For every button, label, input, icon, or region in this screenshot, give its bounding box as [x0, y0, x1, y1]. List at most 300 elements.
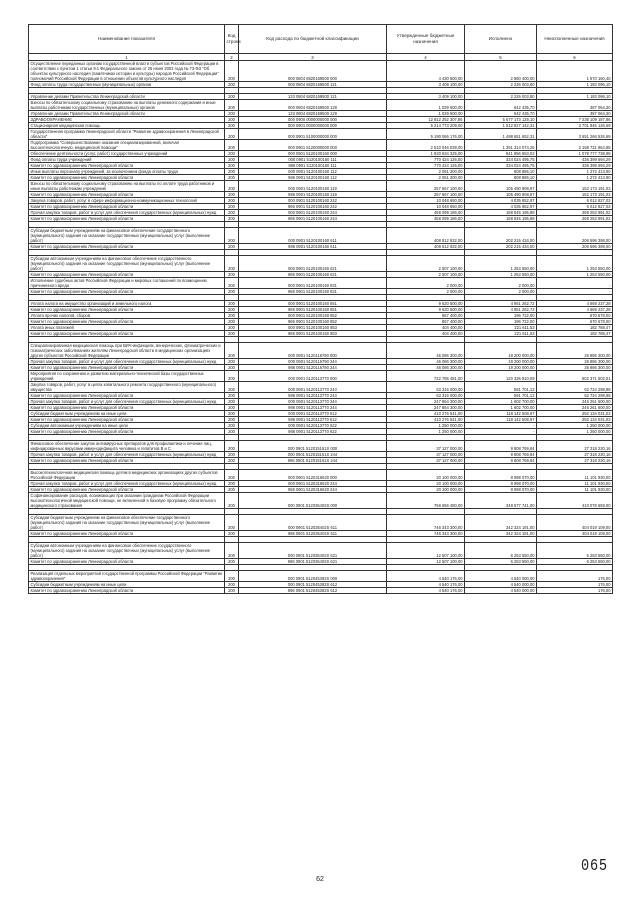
- row-unexecuted: 387 064,30: [537, 111, 613, 117]
- row-executed: 2 226 003,80: [465, 82, 537, 88]
- table-row: [29, 452, 613, 458]
- row-approved: 746 343 300,00: [387, 515, 465, 531]
- header-kbk: Код расхода по бюджетной классификации: [239, 25, 387, 54]
- row-kbk: 000 0901 512045382S 000: [239, 571, 387, 582]
- row-unexecuted: 176,00: [537, 582, 613, 588]
- row-name: Комитет по здравоохранению Ленинградской области: [29, 458, 225, 464]
- row-name: Комитет по здравоохранению Ленинградской области: [29, 417, 225, 423]
- row-executed: 591 701,12: [465, 382, 537, 393]
- row-name: Комитет по здравоохранению Ленинградской области: [29, 192, 225, 198]
- row-executed: 2 000,00: [465, 278, 537, 289]
- row-unexecuted: 269 253 991,02: [537, 216, 613, 222]
- row-name: Прочая закупка товаров, работ и услуг для обеспечения государственных (муниципальных) нужд: [29, 452, 225, 458]
- budget-execution-table: [28, 24, 613, 594]
- row-name: Осуществление переданных органам государственной власти субъектов Российской Федерации в соответствии с пунктом 1 статьи 9.1 Федерального закона от 25 июня 2002 года № 73-ФЗ "Об объектах культурного наследия (памятниках истории и культуры) народов Российской Федерации" полномочий Российской Федерации в отношении объектов культурного наследия: [29, 61, 225, 82]
- table-row: [29, 515, 613, 531]
- row-name: Прочая закупка товаров, работ и услуг для обеспечения государственных (муниципальных) нужд: [29, 399, 225, 405]
- row-line-code: 200: [225, 129, 239, 140]
- row-approved: 770 424 126,00: [387, 157, 465, 163]
- row-unexecuted: 27 318 230,16: [537, 441, 613, 452]
- row-unexecuted: 436 399 694,29: [537, 163, 613, 169]
- row-line-code: 200: [225, 359, 239, 365]
- row-line-code: 200: [225, 371, 239, 382]
- row-line-code: 200: [225, 571, 239, 582]
- row-approved: 1 250 000,00: [387, 423, 465, 429]
- table-row: [29, 100, 613, 111]
- table-row: [29, 228, 613, 244]
- table-row: [29, 169, 613, 175]
- row-unexecuted: 206 596 398,00: [537, 228, 613, 244]
- row-executed: 4 951 262,72: [465, 301, 537, 307]
- row-kbk: 000 0804 6820159500 121: [239, 82, 387, 88]
- row-approved: 20 100 000,00: [387, 470, 465, 481]
- row-executed: 642 435,70: [465, 111, 537, 117]
- row-line-code: 200: [225, 123, 239, 129]
- row-unexecuted: 246 261 600,00: [537, 399, 613, 405]
- row-kbk: 000 0901 5120100160 244: [239, 210, 387, 216]
- row-executed: 196 722,00: [465, 313, 537, 319]
- row-approved: 1 029 500,00: [387, 100, 465, 111]
- row-name: Комитет по здравоохранению Ленинградской области: [29, 531, 225, 537]
- row-line-code: 200: [225, 487, 239, 493]
- row-name: Фонд оплаты труда государственных (муниципальных) органов: [29, 82, 225, 88]
- row-name: Государственная программа Ленинградской области "Развитие здравоохранения в Ленинградской области": [29, 129, 225, 140]
- row-executed: 4 540 000,00: [465, 571, 537, 582]
- row-name: Комитет по здравоохранению Ленинградской области: [29, 393, 225, 399]
- row-kbk: 986 0901 5120100160 242: [239, 204, 387, 210]
- table-row: [29, 405, 613, 411]
- table-row: [29, 61, 613, 82]
- row-approved: 746 343 300,00: [387, 531, 465, 537]
- table-row: [29, 301, 613, 307]
- row-kbk: 986 0901 5120100160 851: [239, 307, 387, 313]
- row-executed: 9 808 769,84: [465, 458, 537, 464]
- row-approved: 3 409 100,00: [387, 82, 465, 88]
- row-line-code: 200: [225, 343, 239, 359]
- row-line-code: 200: [225, 256, 239, 272]
- row-line-code: 200: [225, 301, 239, 307]
- row-unexecuted: 292 134 031,03: [537, 417, 613, 423]
- table-row: [29, 307, 613, 313]
- row-kbk: 000 0901 5120113770 000: [239, 371, 387, 382]
- row-name: Реализация отдельных мероприятий государственной программы Российской Федерации "Развитие здравоохранения": [29, 571, 225, 582]
- row-executed: 4 540 000,00: [465, 588, 537, 594]
- row-line-code: 200: [225, 493, 239, 509]
- header-approved: Утвержденные бюджетные назначения: [387, 25, 465, 54]
- row-kbk: 000 0901 512035402S 621: [239, 543, 387, 559]
- row-name: ЗДРАВООХРАНЕНИЕ: [29, 117, 225, 123]
- row-approved: 2 507 100,00: [387, 256, 465, 272]
- row-approved: 257 667 100,00: [387, 181, 465, 192]
- row-approved: 458 099 186,00: [387, 210, 465, 216]
- row-line-code: 200: [225, 198, 239, 204]
- row-executed: 1 253 550,00: [465, 256, 537, 272]
- row-executed: 221 611,53: [465, 325, 537, 331]
- table-row: [29, 272, 613, 278]
- row-kbk: 986 0901 5120100160 244: [239, 216, 387, 222]
- row-name: Прочая закупка товаров, работ и услуг для обеспечения государственных (муниципальных) нужд: [29, 210, 225, 216]
- row-kbk: 000 0901 5120116790 000: [239, 343, 387, 359]
- row-kbk: 000 0901 5120100160 119: [239, 181, 387, 192]
- table-row: [29, 216, 613, 222]
- row-name: Комитет по здравоохранению Ленинградской области: [29, 559, 225, 565]
- row-line-code: 200: [225, 272, 239, 278]
- row-approved: 458 099 186,00: [387, 216, 465, 222]
- row-line-code: 200: [225, 582, 239, 588]
- row-line-code: 200: [225, 411, 239, 417]
- row-executed: 4 035 852,97: [465, 204, 537, 210]
- row-approved: 37 127 000,00: [387, 458, 465, 464]
- row-name: Комитет по здравоохранению Ленинградской области: [29, 307, 225, 313]
- row-name: Управление делами Правительства Ленинградской области: [29, 94, 225, 100]
- row-line-code: 200: [225, 216, 239, 222]
- row-kbk: 986 0901 5120100160 112: [239, 175, 387, 181]
- row-line-code: 200: [225, 82, 239, 88]
- row-name: Обеспечение деятельности (услуг, работ) государственных учреждений: [29, 151, 225, 157]
- row-kbk: 000 0901 5120100160 852: [239, 313, 387, 319]
- row-executed: 2 000,00: [465, 289, 537, 295]
- row-kbk: 000 0901 5120116790 244: [239, 359, 387, 365]
- row-approved: 63 316 000,00: [387, 393, 465, 399]
- table-row: [29, 543, 613, 559]
- row-approved: 46 086 300,00: [387, 365, 465, 371]
- row-kbk: 986 0901 5120100160 621: [239, 272, 387, 278]
- header-executed: Исполнено: [465, 25, 537, 54]
- row-kbk: 986 0901 5120100160 852: [239, 319, 387, 325]
- row-line-code: 200: [225, 429, 239, 435]
- row-approved: 722 785 481,00: [387, 371, 465, 382]
- header-unexecuted: Неисполненные назначения: [537, 25, 613, 54]
- row-executed: -: [465, 429, 537, 435]
- row-approved: 9 620 500,00: [387, 307, 465, 313]
- page-number: 62: [316, 876, 324, 883]
- row-line-code: 200: [225, 111, 239, 117]
- row-name: Мероприятия по сохранению и развитию материально-технической базы государственных учреждений: [29, 371, 225, 382]
- row-executed: 221 611,53: [465, 331, 537, 337]
- row-kbk: 986 0901 5120116790 244: [239, 365, 387, 371]
- row-line-code: 200: [225, 163, 239, 169]
- table-row: [29, 181, 613, 192]
- row-kbk: 000 0901 5120100160 831: [239, 278, 387, 289]
- table-row: [29, 588, 613, 594]
- row-name: Комитет по здравоохранению Ленинградской области: [29, 244, 225, 250]
- row-unexecuted: 3 651 266 526,69: [537, 129, 613, 140]
- row-kbk: 000 0901 5120113770 244: [239, 399, 387, 405]
- row-approved: 5 214 773 209,00: [387, 123, 465, 129]
- row-line-code: 200: [225, 157, 239, 163]
- row-name: Взносы по обязательному социальному страхованию на выплаты денежного содержания и иные выплаты работникам государственных (муниципальных) органов: [29, 100, 225, 111]
- row-line-code: 200: [225, 94, 239, 100]
- row-unexecuted: 1 272 413,90: [537, 169, 613, 175]
- row-kbk: 000 0901 5120100160 111: [239, 157, 387, 163]
- row-approved: 12 507 100,00: [387, 543, 465, 559]
- row-kbk: 986 0901 5120316620 244: [239, 487, 387, 493]
- row-line-code: 200: [225, 140, 239, 151]
- table-row: [29, 151, 613, 157]
- row-unexecuted: 182 788,47: [537, 331, 613, 337]
- row-name: Субсидии бюджетным учреждениям на иные цели: [29, 411, 225, 417]
- row-unexecuted: 1 272 413,90: [537, 175, 613, 181]
- table-row: [29, 204, 613, 210]
- row-approved: 9 620 500,00: [387, 301, 465, 307]
- row-unexecuted: 1 250 000,00: [537, 429, 613, 435]
- row-approved: 12 507 100,00: [387, 559, 465, 565]
- row-executed: 808 886,10: [465, 175, 537, 181]
- row-line-code: 200: [225, 588, 239, 594]
- row-approved: 408 812 832,00: [387, 228, 465, 244]
- row-kbk: 000 0901 5120113770 612: [239, 411, 387, 417]
- row-name: Управление делами Правительства Ленинградской области: [29, 111, 225, 117]
- table-row: [29, 278, 613, 289]
- row-unexecuted: 670 678,00: [537, 319, 613, 325]
- row-name: Исполнение судебных актов Российской Федерации и мировых соглашений по возмещению причиненного вреда: [29, 278, 225, 289]
- table-row: [29, 441, 613, 452]
- row-approved: 1 250 000,00: [387, 429, 465, 435]
- table-row: [29, 417, 613, 423]
- row-line-code: 200: [225, 417, 239, 423]
- table-row: [29, 343, 613, 359]
- row-line-code: 200: [225, 117, 239, 123]
- table-row: [29, 411, 613, 417]
- row-approved: 10 048 650,00: [387, 204, 465, 210]
- row-kbk: 000 0901 5120316620 244: [239, 481, 387, 487]
- row-name: Субсидии бюджетным учреждениям на иные цели: [29, 582, 225, 588]
- row-line-code: 200: [225, 319, 239, 325]
- table-row: [29, 382, 613, 393]
- row-name: Субсидии автономным учреждениям на иные цели: [29, 423, 225, 429]
- table-row: [29, 487, 613, 493]
- table-row: [29, 210, 613, 216]
- row-approved: 247 864 300,00: [387, 399, 465, 405]
- row-kbk: 000 0901 5120100160 112: [239, 169, 387, 175]
- column-number: 6: [537, 54, 613, 61]
- row-approved: 2 061 300,00: [387, 175, 465, 181]
- row-unexecuted: 176,00: [537, 588, 613, 594]
- row-approved: 46 086 300,00: [387, 343, 465, 359]
- row-kbk: 986 0901 5120100160 611: [239, 244, 387, 250]
- row-unexecuted: 26 886 300,00: [537, 359, 613, 365]
- row-line-code: 200: [225, 441, 239, 452]
- row-line-code: 200: [225, 278, 239, 289]
- row-name: Субсидии бюджетным учреждениям на финансовое обеспечение государственного (муниципального) задания на оказание государственных (муниципальных) услуг (выполнение работ): [29, 515, 225, 531]
- table-row: [29, 198, 613, 204]
- row-unexecuted: 206 596 398,00: [537, 244, 613, 250]
- row-kbk: 133 0804 6820159500 121: [239, 94, 387, 100]
- header-name: Наименование показателя: [29, 25, 225, 54]
- row-unexecuted: 7 235 109 187,86: [537, 117, 613, 123]
- row-name: Субсидии автономным учреждениям на финансовое обеспечение государственного (муниципального) задания на оказание государственных (муниципальных) услуг (выполнение работ): [29, 256, 225, 272]
- row-executed: 196 722,00: [465, 319, 537, 325]
- table-row: [29, 82, 613, 88]
- row-unexecuted: 11 101 930,00: [537, 487, 613, 493]
- row-executed: 19 200 000,00: [465, 359, 537, 365]
- row-unexecuted: 410 078 659,00: [537, 493, 613, 509]
- row-line-code: 200: [225, 393, 239, 399]
- table-row: [29, 371, 613, 382]
- row-executed: 2 226 003,80: [465, 94, 537, 100]
- row-kbk: 000 0901 5120113770 622: [239, 423, 387, 429]
- row-approved: 404 400,00: [387, 325, 465, 331]
- row-unexecuted: 62 724 298,88: [537, 393, 613, 399]
- row-line-code: 200: [225, 543, 239, 559]
- row-approved: 4 430 600,00: [387, 61, 465, 82]
- row-kbk: 986 0901 5120100160 111: [239, 163, 387, 169]
- row-approved: 2 507 100,00: [387, 272, 465, 278]
- row-executed: 642 435,70: [465, 100, 537, 111]
- row-name: Финансовое обеспечение закупок антивирусных препаратов для профилактики и лечения лиц, инфицированных вирусами иммунодефицита человека и гепатитов В и С: [29, 441, 225, 452]
- row-approved: 2 000,00: [387, 278, 465, 289]
- row-unexecuted: 404 019 109,00: [537, 515, 613, 531]
- row-kbk: 000 0901 512015161S 244: [239, 452, 387, 458]
- row-kbk: 986 0901 512015161S 244: [239, 458, 387, 464]
- row-approved: 1 029 500,00: [387, 111, 465, 117]
- row-unexecuted: 292 134 031,03: [537, 411, 613, 417]
- row-line-code: 200: [225, 175, 239, 181]
- row-approved: 770 424 126,00: [387, 163, 465, 169]
- row-line-code: 200: [225, 61, 239, 82]
- row-kbk: 000 0804 6820159500 000: [239, 61, 387, 82]
- table-row: [29, 331, 613, 337]
- row-approved: 3 409 100,00: [387, 94, 465, 100]
- row-kbk: 000 0901 5120100160 851: [239, 301, 387, 307]
- row-name: Высокотехнологичная медицинская помощь детям в медицинских организациях других субъектов Российской Федерации: [29, 470, 225, 481]
- row-approved: 63 316 000,00: [387, 382, 465, 393]
- table-row: [29, 531, 613, 537]
- row-line-code: 200: [225, 531, 239, 537]
- table-row: [29, 256, 613, 272]
- table-row: [29, 175, 613, 181]
- row-line-code: 200: [225, 559, 239, 565]
- row-kbk: 000 0901 5100000000 000: [239, 129, 387, 140]
- row-executed: 6 253 550,00: [465, 543, 537, 559]
- row-unexecuted: 176,00: [537, 571, 613, 582]
- row-unexecuted: 1 570 160,40: [537, 61, 613, 82]
- row-kbk: 000 0901 0000000000 000: [239, 123, 387, 129]
- row-unexecuted: 670 678,00: [537, 313, 613, 319]
- row-unexecuted: 11 101 930,00: [537, 470, 613, 481]
- row-unexecuted: 404 019 109,00: [537, 531, 613, 537]
- table-row: [29, 192, 613, 198]
- row-name: Прочая закупка товаров, работ и услуг для обеспечения государственных (муниципальных) нужд: [29, 481, 225, 487]
- row-unexecuted: 62 724 298,88: [537, 382, 613, 393]
- row-kbk: 000 0901 5120000000 000: [239, 140, 387, 151]
- table-row: [29, 163, 613, 169]
- row-unexecuted: 387 064,30: [537, 100, 613, 111]
- row-executed: 188 845 195,88: [465, 216, 537, 222]
- row-line-code: 200: [225, 382, 239, 393]
- row-kbk: 000 0901 5120113770 243: [239, 382, 387, 393]
- table-row: [29, 129, 613, 140]
- row-kbk: 986 0901 512035402S 611: [239, 531, 387, 537]
- row-unexecuted: 6 012 827,03: [537, 198, 613, 204]
- row-executed: 105 490 908,97: [465, 192, 537, 198]
- row-line-code: 200: [225, 313, 239, 319]
- row-kbk: 000 0901 5120100160 242: [239, 198, 387, 204]
- row-unexecuted: 27 318 230,16: [537, 452, 613, 458]
- row-unexecuted: 1 078 777 738,98: [537, 151, 613, 157]
- row-approved: 404 400,00: [387, 331, 465, 337]
- row-line-code: 200: [225, 210, 239, 216]
- table-row: [29, 140, 613, 151]
- row-approved: 2 510 046 039,00: [387, 140, 465, 151]
- row-line-code: 200: [225, 331, 239, 337]
- row-executed: 1 602 700,00: [465, 405, 537, 411]
- row-kbk: 000 0901 5120316620 000: [239, 470, 387, 481]
- row-name: Комитет по здравоохранению Ленинградской области: [29, 588, 225, 594]
- row-executed: 202 215 434,00: [465, 244, 537, 250]
- row-executed: 118 142 508,97: [465, 411, 537, 417]
- row-approved: 20 100 000,00: [387, 481, 465, 487]
- row-unexecuted: -: [537, 278, 613, 289]
- table-row: [29, 365, 613, 371]
- header-line-code: Код строки: [225, 25, 239, 54]
- row-approved: 12 912 252 307,86: [387, 117, 465, 123]
- row-name: Взносы по обязательному социальному страхованию на выплаты по оплате труда работников и иные выплаты работникам учреждений: [29, 181, 225, 192]
- row-kbk: 000 0901 512015161S 000: [239, 441, 387, 452]
- row-name: Подпрограмма "Совершенствование оказания специализированной, включая высокотехнологичную, медицинской помощи": [29, 140, 225, 151]
- row-approved: 408 812 832,00: [387, 244, 465, 250]
- row-kbk: 000 0901 5120100160 853: [239, 325, 387, 331]
- row-executed: 9 808 769,84: [465, 441, 537, 452]
- row-executed: 6 253 550,00: [465, 559, 537, 565]
- row-executed: 1 488 651 652,31: [465, 129, 537, 140]
- row-kbk: 000 0901 5120100160 621: [239, 256, 387, 272]
- row-name: Комитет по здравоохранению Ленинградской области: [29, 204, 225, 210]
- column-number-row: [29, 54, 613, 61]
- row-name: Комитет по здравоохранению Ленинградской области: [29, 365, 225, 371]
- row-name: Уплата прочих налогов, сборов: [29, 313, 225, 319]
- row-executed: 1 602 700,00: [465, 399, 537, 405]
- row-executed: -: [465, 423, 537, 429]
- row-line-code: 200: [225, 458, 239, 464]
- column-number: 2: [225, 54, 239, 61]
- handwritten-stamp-number: 065: [581, 857, 608, 876]
- row-kbk: 986 0901 5120113770 612: [239, 417, 387, 423]
- row-line-code: 200: [225, 325, 239, 331]
- row-kbk: 000 0901 5120100160 000: [239, 151, 387, 157]
- row-unexecuted: 26 886 300,00: [537, 343, 613, 359]
- row-kbk: 000 0900 0000000000 000: [239, 117, 387, 123]
- row-kbk: 000 0901 5120100160 611: [239, 228, 387, 244]
- row-kbk: 986 0901 512045382S 612: [239, 588, 387, 594]
- row-approved: 1 920 634 325,00: [387, 151, 465, 157]
- row-line-code: 200: [225, 169, 239, 175]
- row-unexecuted: 152 173 191,03: [537, 192, 613, 198]
- row-approved: 37 127 000,00: [387, 452, 465, 458]
- row-unexecuted: 269 253 991,02: [537, 210, 613, 216]
- row-approved: 410 276 541,00: [387, 417, 465, 423]
- row-name: Закупка товаров, работ, услуг в целях капитального ремонта государственного (муниципального) имущества: [29, 382, 225, 393]
- row-line-code: 200: [225, 405, 239, 411]
- row-approved: 257 667 100,00: [387, 192, 465, 198]
- row-executed: 9 808 769,84: [465, 452, 537, 458]
- table-row: [29, 244, 613, 250]
- report-page: [28, 24, 612, 594]
- row-executed: 188 845 195,88: [465, 210, 537, 216]
- row-unexecuted: 246 261 600,00: [537, 405, 613, 411]
- row-unexecuted: 4 669 237,28: [537, 301, 613, 307]
- row-name: Уплата иных платежей: [29, 325, 225, 331]
- column-number: 5: [465, 54, 537, 61]
- row-unexecuted: 1 250 000,00: [537, 423, 613, 429]
- row-executed: 19 200 000,00: [465, 343, 537, 359]
- row-name: Субсидии автономным учреждениям на финансовое обеспечение государственного (муниципального) задания на оказание государственных (муниципальных) услуг (выполнение работ): [29, 543, 225, 559]
- row-unexecuted: 27 318 230,16: [537, 458, 613, 464]
- row-kbk: 986 0901 5120113770 622: [239, 429, 387, 435]
- table-body: [29, 61, 613, 594]
- row-line-code: 200: [225, 399, 239, 405]
- row-executed: 5 677 173 129,10: [465, 117, 537, 123]
